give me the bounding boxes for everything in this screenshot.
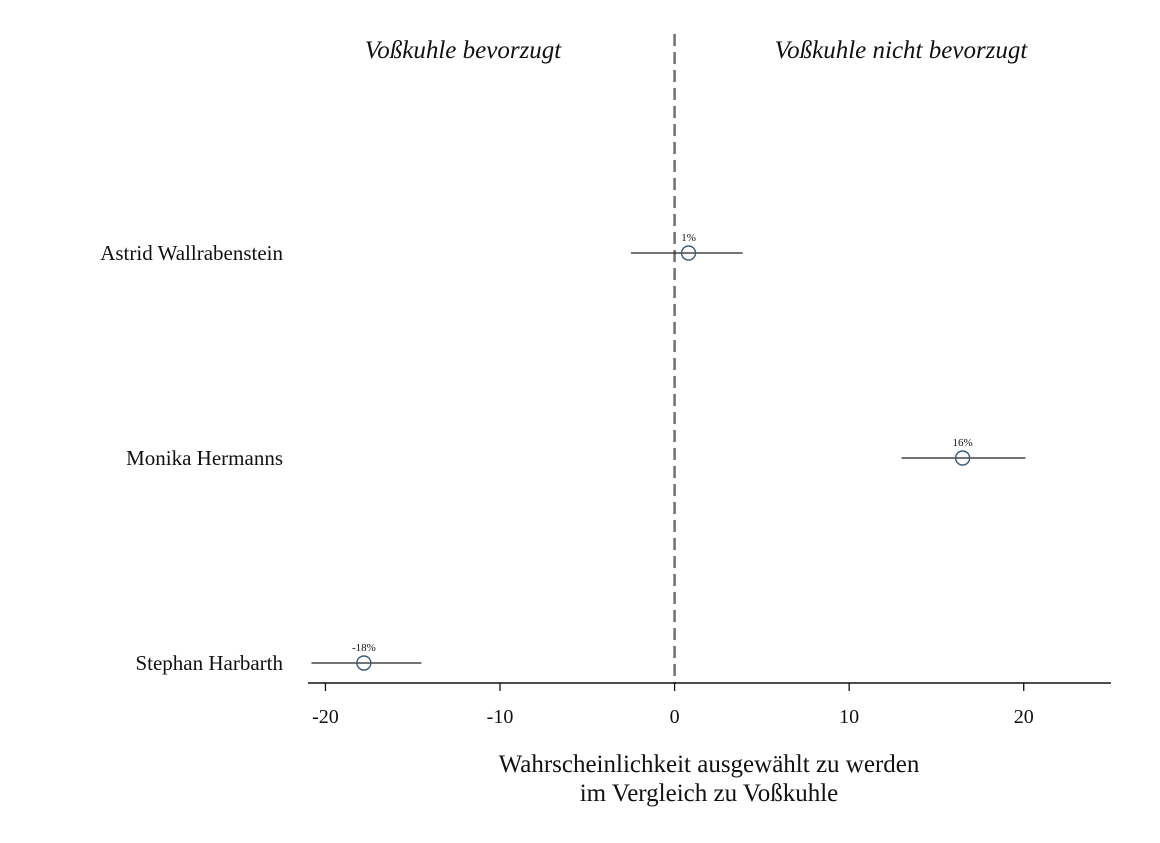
data-label: 16%: [952, 437, 973, 449]
x-tick-label: 20: [1013, 706, 1034, 728]
x-axis: [308, 683, 1111, 728]
x-axis-title-line: im Vergleich zu Voßkuhle: [579, 780, 839, 807]
region-labels: [365, 37, 1029, 64]
category-label: Astrid Wallrabenstein: [100, 241, 283, 265]
x-axis-title: [499, 751, 920, 807]
data-point-row: [126, 437, 1025, 470]
data-point-row: [100, 232, 742, 265]
category-label: Monika Hermanns: [126, 446, 283, 470]
region-label-left: Voßkuhle bevorzugt: [364, 37, 562, 64]
region-label-right: Voßkuhle nicht bevorzugt: [774, 37, 1028, 64]
x-tick-label: -20: [312, 706, 339, 728]
category-label: Stephan Harbarth: [135, 651, 283, 675]
data-points: [100, 232, 1025, 675]
x-tick-label: -10: [486, 706, 514, 728]
x-tick-label: 10: [839, 706, 860, 728]
data-label: -18%: [351, 642, 376, 654]
data-point-row: [135, 642, 421, 675]
x-axis-title-line: Wahrscheinlichkeit ausgewählt zu werden: [498, 751, 920, 778]
data-label: 1%: [681, 232, 696, 244]
x-tick-label: 0: [669, 706, 680, 728]
